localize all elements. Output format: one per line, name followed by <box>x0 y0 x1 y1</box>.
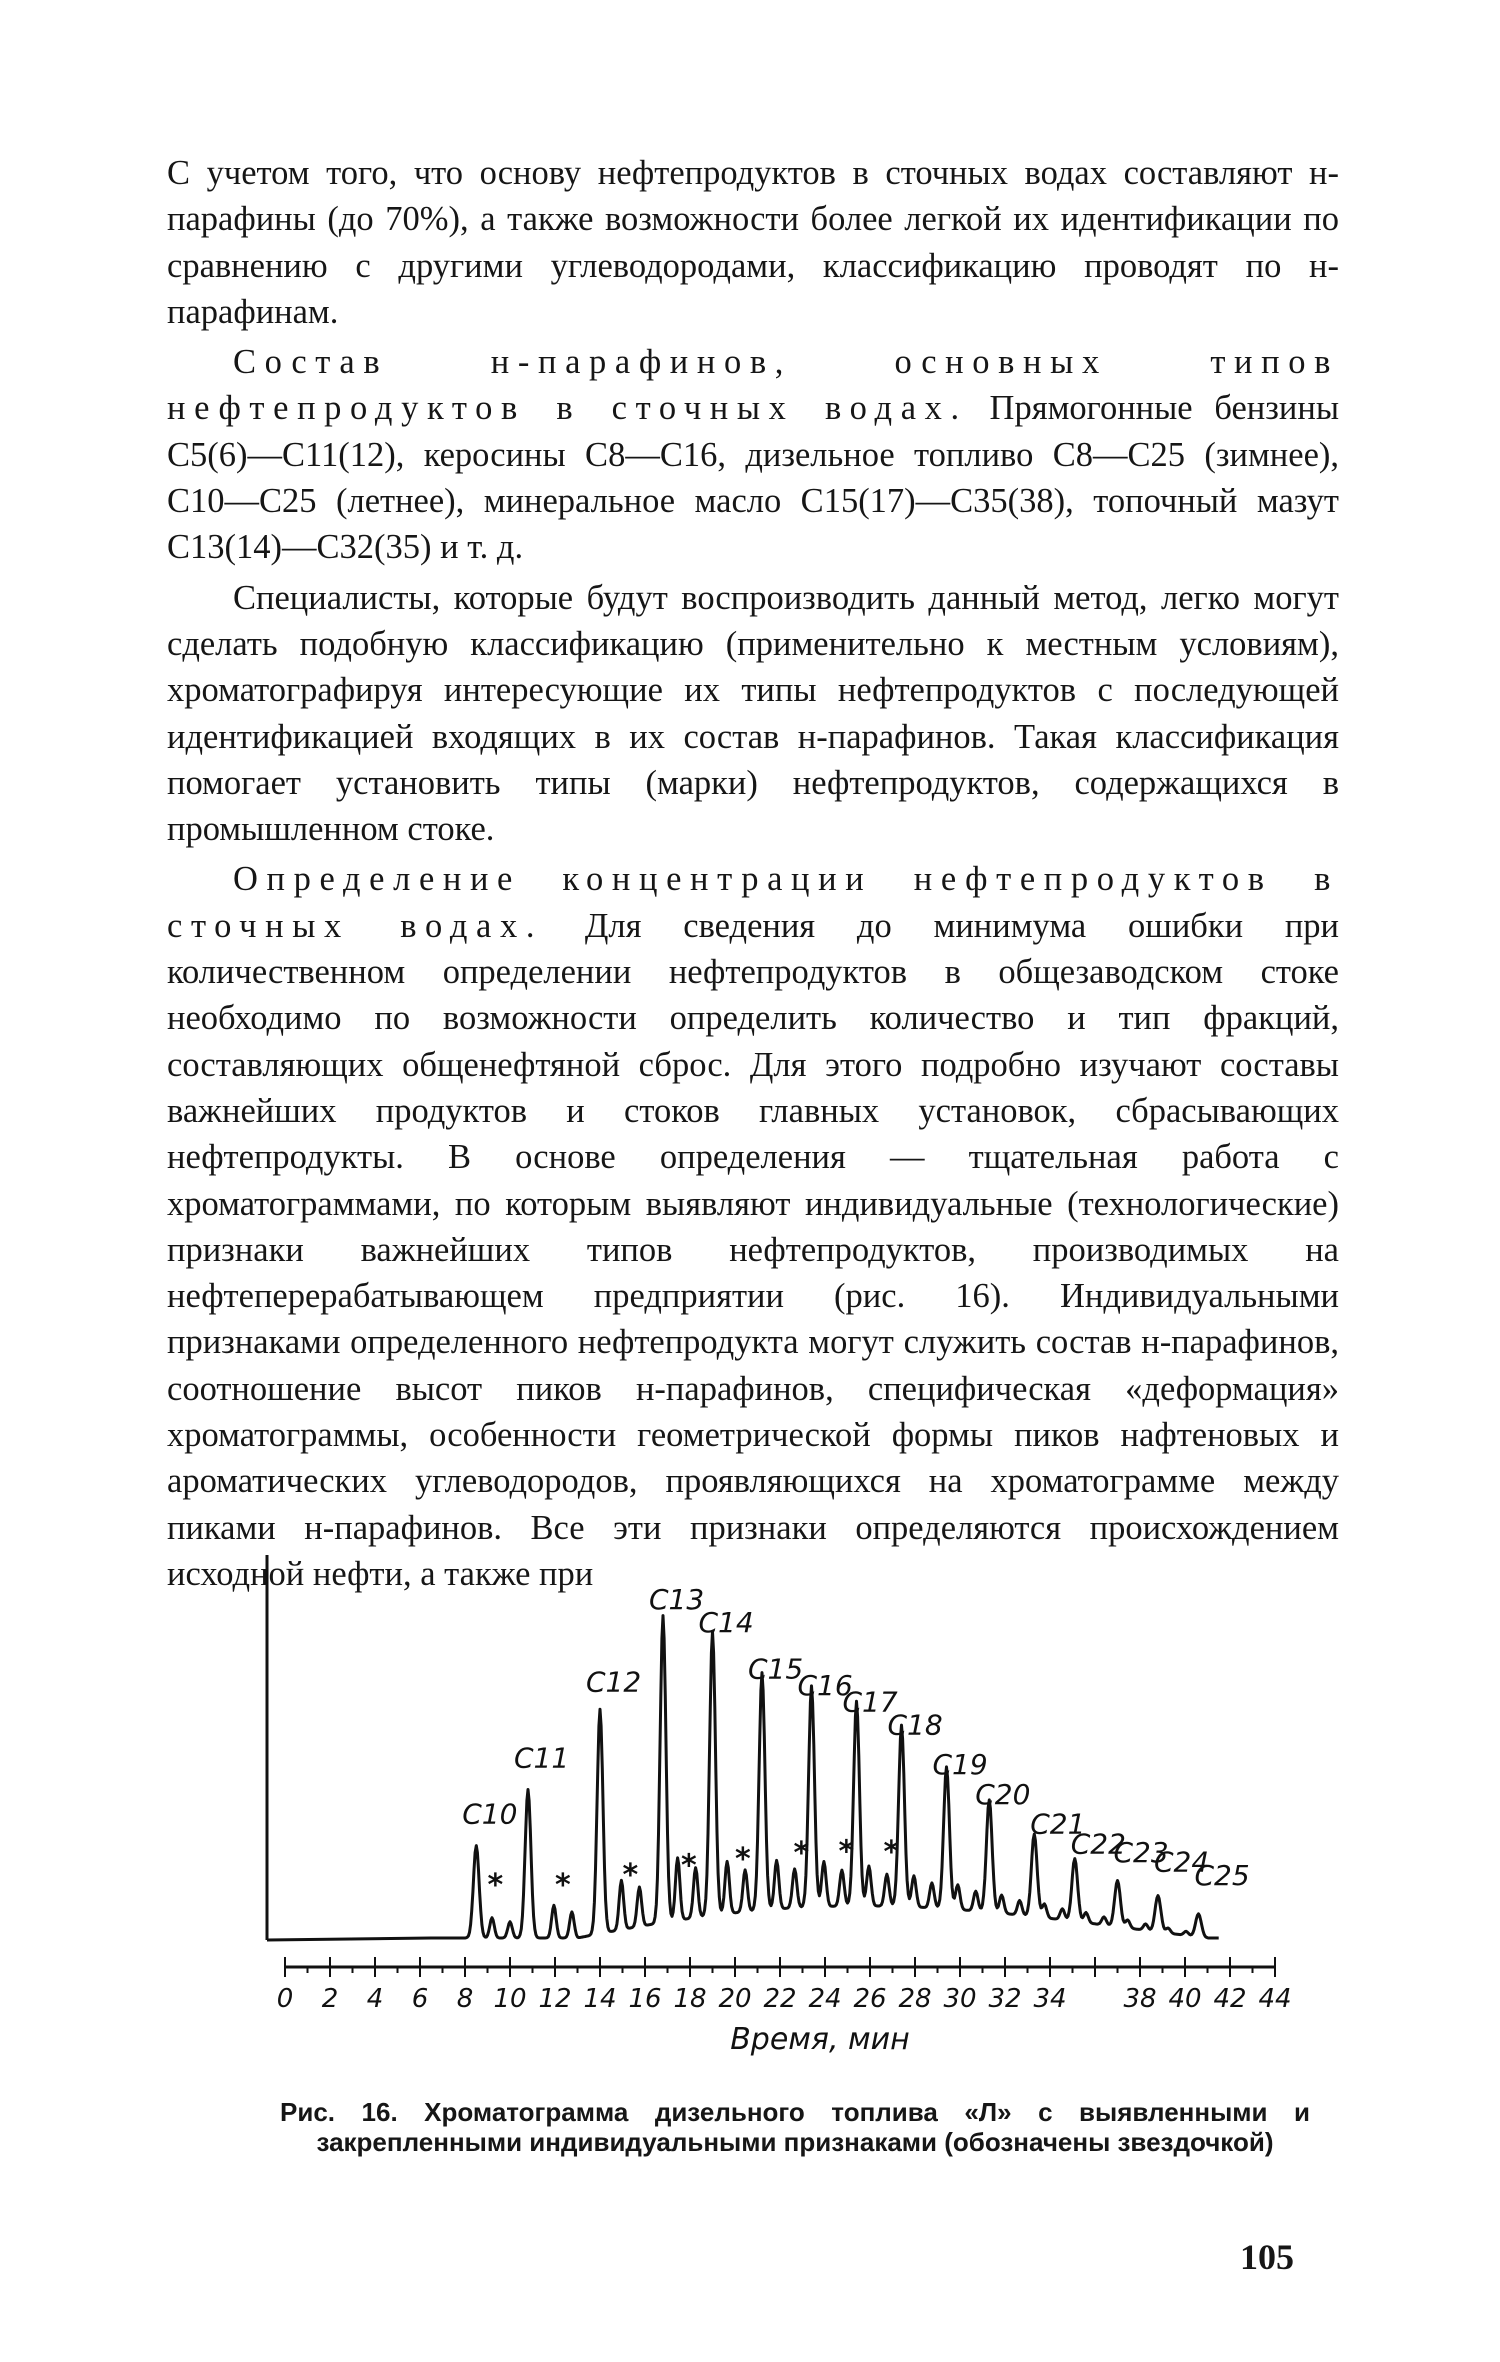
x-tick-label: 20 <box>718 1984 752 2014</box>
x-tick-label: 26 <box>853 1984 887 2014</box>
x-tick-label: 2 <box>321 1984 339 2014</box>
page-number: 105 <box>1240 2237 1294 2277</box>
x-tick-label: 4 <box>366 1984 384 2014</box>
x-tick-label: 30 <box>943 1984 977 2014</box>
x-tick-label: 40 <box>1168 1984 1202 2014</box>
body-text <box>167 150 1339 1597</box>
paragraph-4 <box>167 856 1339 1597</box>
x-tick-label: 0 <box>276 1984 294 2014</box>
peak-label-c19: C19 <box>932 1748 988 1782</box>
x-tick-label: 14 <box>583 1984 617 2014</box>
x-axis-label: Время, мин <box>730 2022 910 2057</box>
x-tick-label: 32 <box>988 1984 1022 2014</box>
x-tick-label: 16 <box>628 1984 662 2014</box>
peak-label-c14: C14 <box>698 1606 754 1640</box>
marker-asterisk: * <box>838 1834 855 1870</box>
figure-caption: Рис. 16. Хроматограмма дизельного топлива «Л» с выявленными и закрепленными индивидуальными признаками (обозначены звездочкой) <box>280 2097 1310 2157</box>
peak-label-c12: C12 <box>586 1665 642 1699</box>
paragraph-1-text: С учетом того, что основу нефтепродуктов в сточных водах составляют н-парафины (до 70%), а также возможности более легкой их идентификации по сравнению с другими углеводородами, классификацию проводят по н-парафинам. <box>167 154 1339 331</box>
x-tick-label: 8 <box>456 1984 474 2014</box>
peak-label-c20: C20 <box>975 1777 1031 1811</box>
peak-label-c16: C16 <box>797 1668 853 1702</box>
marker-asterisk: * <box>681 1848 697 1884</box>
marker-asterisk: * <box>883 1835 900 1871</box>
x-tick-label: 24 <box>808 1984 842 2014</box>
marker-asterisk: * <box>735 1841 751 1877</box>
paragraph-4-heading: Определение концентрации нефтепродуктов в сточных водах. <box>167 860 1339 945</box>
chromatogram-trace <box>267 1616 1219 1940</box>
x-tick-label: 28 <box>898 1984 932 2014</box>
paragraph-2 <box>167 339 1339 570</box>
peak-label-c22: C22 <box>1070 1827 1126 1861</box>
x-tick-label: 18 <box>673 1984 707 2014</box>
x-tick-label: 42 <box>1213 1984 1247 2014</box>
chromatogram-figure <box>260 1555 1320 2075</box>
paragraph-2-heading: Состав н-парафинов, основных типов нефтепродуктов в сточных водах. <box>167 343 1339 428</box>
x-tick-label: 38 <box>1123 1984 1157 2014</box>
x-tick-label: 34 <box>1033 1984 1067 2014</box>
marker-asterisk: * <box>793 1835 810 1871</box>
x-tick-label: 22 <box>763 1984 797 2014</box>
x-tick-label: 6 <box>411 1984 429 2014</box>
peak-label-c23: C23 <box>1113 1835 1169 1869</box>
paragraph-3 <box>167 575 1339 853</box>
peak-label-c25: C25 <box>1194 1858 1250 1892</box>
peak-label-c13: C13 <box>649 1583 705 1617</box>
peak-label-c11: C11 <box>514 1741 570 1775</box>
marker-asterisk: * <box>555 1868 571 1904</box>
paragraph-4-text: Для сведения до минимума ошибки при количественном определении нефтепродуктов в общезаводском стоке необходимо по возможности определить количество и тип фракций, составляющих общенефтяной сброс. Для этого подробно изучают составы важнейших продуктов и стоков главных установок, сбрасывающих нефтепродукты. В основе определения — тщательная работа с хроматограммами, по которым выявляют индивидуальные (технологические) признаки важнейших типов нефтепродуктов, производимых на нефтеперерабатывающем предприятии (рис. 16). Индивидуальными признаками определенного нефтепродукта могут служить состав н-парафинов, соотношение высот пиков н-парафинов, специфическая «деформация» хроматограммы, особенности геометрической формы пиков нафтеновых и ароматических углеводородов, проявляющихся на хроматограмме между пиками н-парафинов. Все эти признаки определяются происхождением исходной нефти, а также при <box>167 906 1339 1593</box>
peak-label-c15: C15 <box>748 1652 804 1686</box>
peak-label-c24: C24 <box>1154 1845 1210 1879</box>
marker-asterisk: * <box>622 1857 639 1893</box>
chromatogram-svg <box>260 1555 1320 2075</box>
marker-asterisk: * <box>487 1868 504 1904</box>
x-tick-label: 44 <box>1258 1984 1292 2014</box>
peak-label-c18: C18 <box>887 1708 943 1742</box>
peak-label-c10: C10 <box>462 1797 518 1831</box>
x-tick-label: 12 <box>538 1984 572 2014</box>
paragraph-1 <box>167 150 1339 335</box>
x-tick-label: 10 <box>493 1984 527 2014</box>
peak-label-c17: C17 <box>842 1685 898 1719</box>
paragraph-2-text: Прямогонные бензины C5(6)—C11(12), керосины C8—C16, дизельное топливо C8—C25 (зимнее), C10—C25 (летнее), минеральное масло C15(17)—C35(38), топочный мазут C13(14)—C32(35) и т. д. <box>167 389 1340 567</box>
peak-label-c21: C21 <box>1030 1807 1086 1841</box>
paragraph-3-text: Специалисты, которые будут воспроизводить данный метод, легко могут сделать подобную классификацию (применительно к местным условиям), хроматографируя интересующие их типы нефтепродуктов с последующей идентификацией входящих в их состав н-парафинов. Такая классификация помогает установить типы (марки) нефтепродуктов, содержащихся в промышленном стоке. <box>167 578 1339 849</box>
